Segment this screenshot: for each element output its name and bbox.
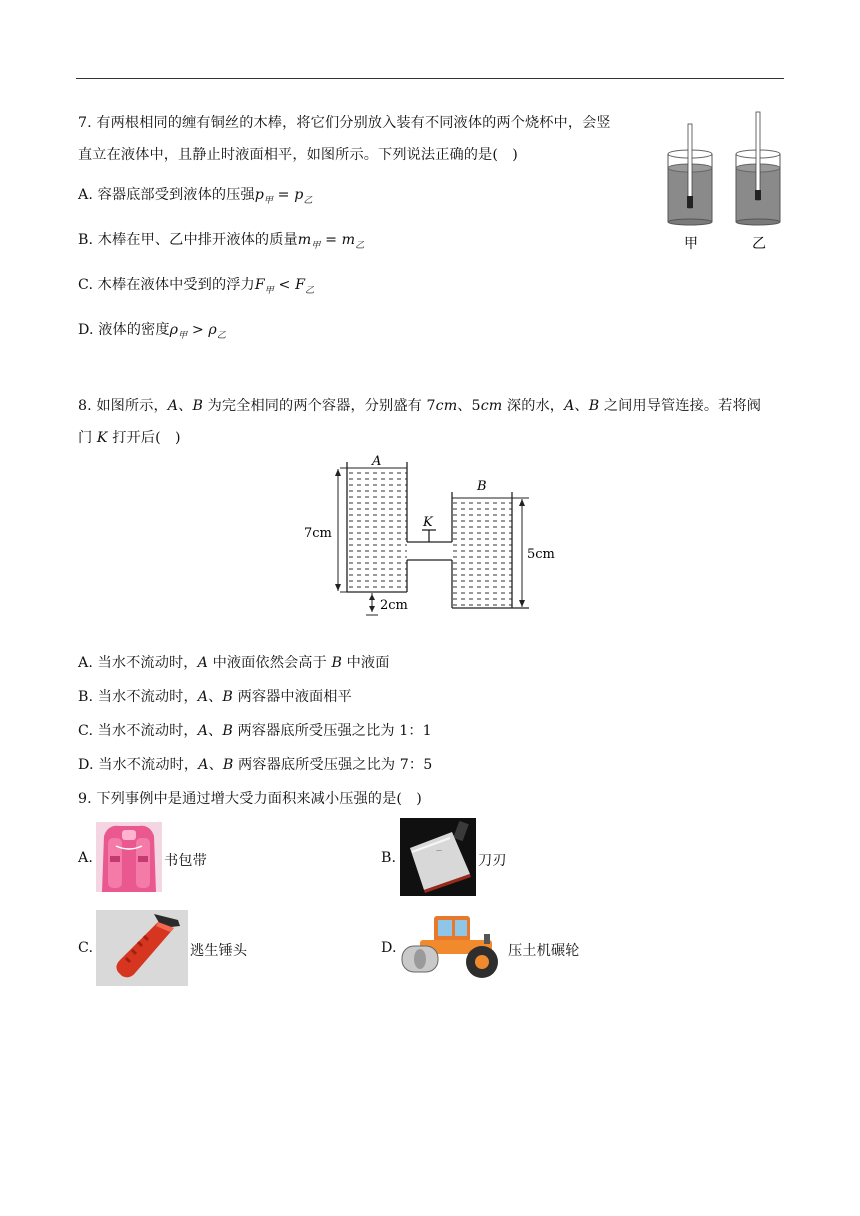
q8-stem-line1: 8. 如图所示，A、B 为完全相同的两个容器，分别盛有 7cm、5cm 深的水，A、B 之间用导管连接。若将阀 (78, 398, 762, 414)
q8-option-d[interactable]: D. 当水不流动时，A、B 两容器底所受压强之比为 7：5 (78, 757, 433, 773)
container-a-water (347, 468, 407, 592)
q7-stem-line1: 7. 有两根相同的缠有铜丝的木棒，将它们分别放入装有不同液体的两个烧杯中，会竖 (78, 115, 611, 131)
q9-option-b-letter[interactable]: B. (381, 850, 397, 866)
label-k: K (423, 515, 433, 530)
q7-option-c[interactable]: C. 木棒在液体中受到的浮力$F_甲 < F_乙$ (78, 277, 315, 296)
q9-option-c-letter[interactable]: C. (78, 940, 94, 956)
dim-pipe-label: 2cm (380, 598, 408, 613)
header-rule (76, 78, 784, 79)
q7-option-d[interactable]: D. 液体的密度$\rho_甲 > \rho_乙$ (78, 322, 226, 341)
q8-option-b[interactable]: B. 当水不流动时，A、B 两容器中液面相平 (78, 689, 352, 705)
label-a: A (372, 454, 382, 469)
dim-a-label: 7cm (304, 526, 332, 541)
q7-option-a[interactable]: A. 容器底部受到液体的压强$p_甲 = p_乙$ (78, 187, 313, 206)
beaker-label-right: 乙 (752, 236, 766, 252)
q9-option-b-text: 刀刃 (478, 853, 507, 869)
q7-stem-line2: 直立在液体中，且静止时液面相平，如图所示。下列说法正确的是( ) (78, 147, 518, 163)
beaker-left (668, 124, 712, 225)
q9-option-c-text: 逃生锤头 (190, 943, 248, 959)
q9-stem: 9. 下列事例中是通过增大受力面积来减小压强的是( ) (78, 791, 422, 807)
q7-option-b[interactable]: B. 木棒在甲、乙中排开液体的质量$m_甲 = m_乙$ (78, 232, 365, 251)
beaker-label-left: 甲 (684, 236, 698, 252)
container-b-water (452, 498, 512, 608)
q9-option-a-text: 书包带 (164, 853, 207, 869)
svg-text:—: — (436, 847, 442, 854)
q7-beakers-figure (660, 110, 784, 252)
backpack-strap-image (96, 822, 162, 892)
q9-option-d-letter[interactable]: D. (381, 940, 397, 956)
escape-hammer-image (96, 910, 188, 986)
dim-b-label: 5cm (527, 547, 555, 562)
q8-stem-line2: 门 K 打开后( ) (78, 430, 181, 446)
beaker-right (736, 112, 780, 225)
q9-option-d-text: 压土机碾轮 (508, 943, 580, 959)
label-b: B (477, 479, 487, 494)
q9-option-a-letter[interactable]: A. (78, 850, 93, 866)
knife-blade-image (400, 818, 476, 896)
road-roller-image (400, 910, 506, 982)
q8-option-c[interactable]: C. 当水不流动时，A、B 两容器底所受压强之比为 1：1 (78, 723, 432, 739)
q8-option-a[interactable]: A. 当水不流动时，A 中液面依然会高于 B 中液面 (78, 655, 390, 671)
q8-connected-containers-figure (300, 452, 560, 618)
